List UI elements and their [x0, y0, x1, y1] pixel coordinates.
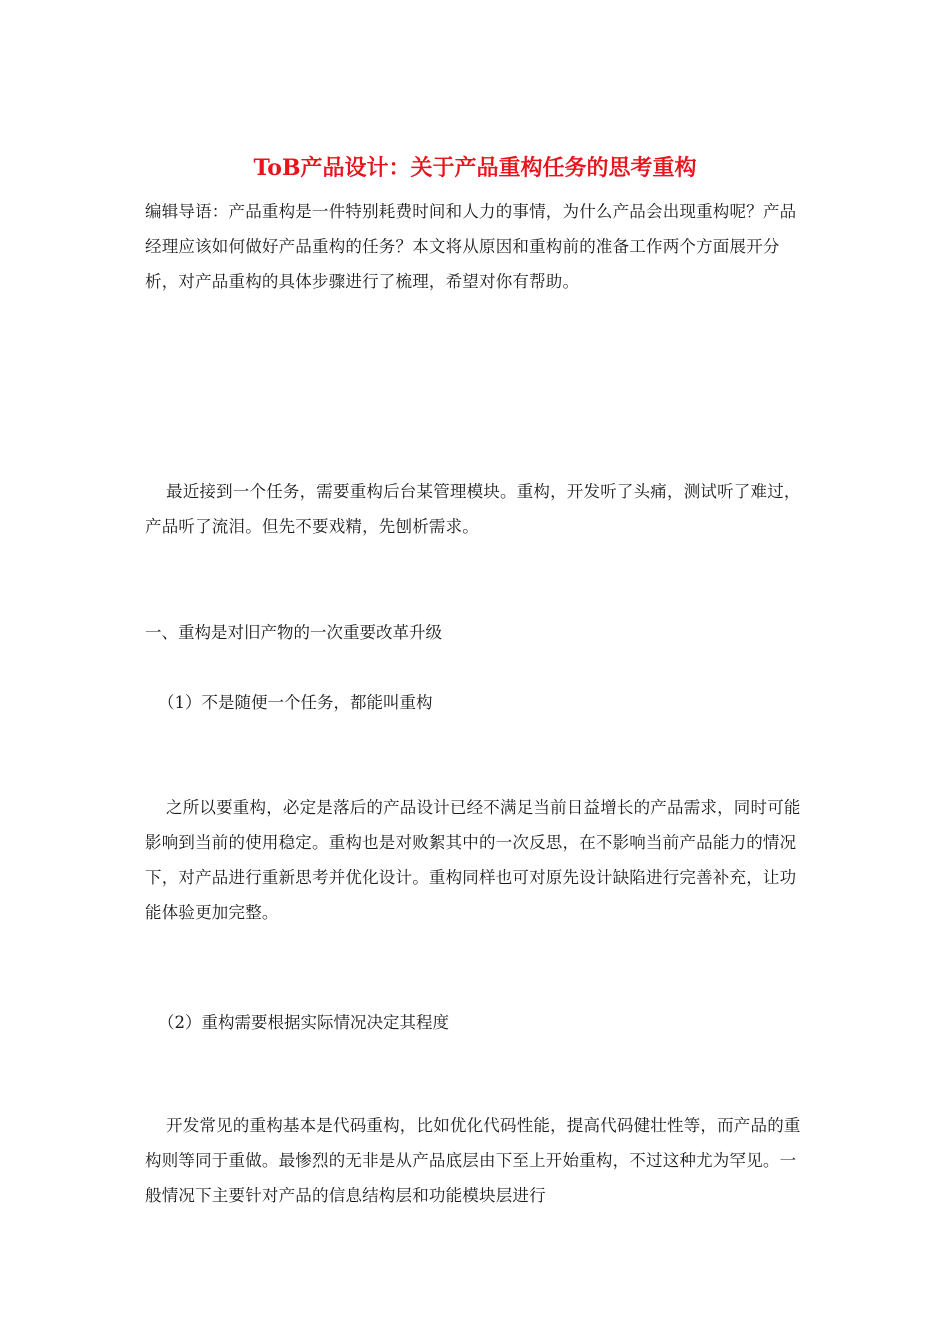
section-heading-1: 一、重构是对旧产物的一次重要改革升级: [145, 623, 442, 642]
document-title: ToB产品设计：关于产品重构任务的思考重构: [253, 155, 697, 181]
subsection-heading-1: （1）不是随便一个任务，都能叫重构: [158, 693, 433, 712]
editor-intro: 编辑导语：产品重构是一件特别耗费时间和人力的事情，为什么产品会出现重构呢？产品经理应该如何做好产品重构的任务？本文将从原因和重构前的准备工作两个方面展开分析，对产品重构的具体步骤进行了梳理，希望对你有帮助。: [145, 202, 797, 291]
paragraph-opening: 最近接到一个任务，需要重构后台某管理模块。重构，开发听了头痛，测试听了难过，产品听了流泪。但先不要戏精，先刨析需求。: [145, 482, 801, 536]
subsection-heading-2: （2）重构需要根据实际情况决定其程度: [158, 1013, 449, 1032]
paragraph-degree: 开发常见的重构基本是代码重构，比如优化代码性能，提高代码健壮性等，而产品的重构则等同于重做。最惨烈的无非是从产品底层由下至上开始重构，不过这种尤为罕见。一般情况下主要针对产品的信息结构层和功能模块层进行: [145, 1116, 801, 1205]
paragraph-reason: 之所以要重构，必定是落后的产品设计已经不满足当前日益增长的产品需求，同时可能影响到当前的使用稳定。重构也是对败絮其中的一次反思，在不影响当前产品能力的情况下，对产品进行重新思考并优化设计。重构同样也可对原先设计缺陷进行完善补充，让功能体验更加完整。: [145, 798, 801, 922]
